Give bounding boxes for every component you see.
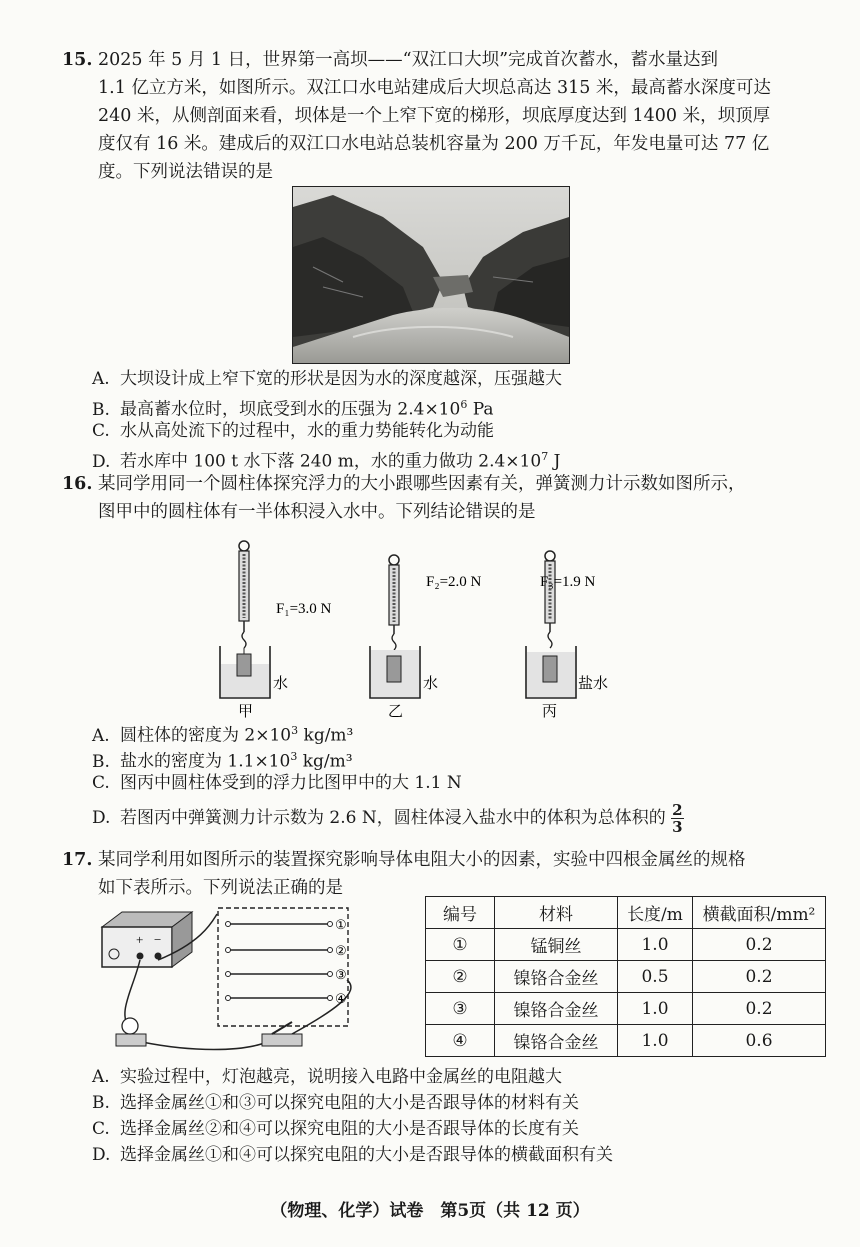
- reading-f1: F₁=3.0 N: [276, 601, 332, 617]
- stem-line: 如下表所示。下列说法正确的是: [98, 878, 343, 898]
- option-b: B. 最高蓄水位时，坝底受到水的压强为 $2.4\times 10^6$ Pa: [92, 398, 494, 420]
- table-row: ④ 镍铬合金丝 1.0 0.6: [426, 1025, 826, 1057]
- stem-line: 1.1 亿立方米，如图所示。双江口水电站建成后大坝总高达 315 米，最高蓄水深度可达: [98, 78, 771, 98]
- question-number: 16.: [62, 474, 93, 494]
- stem-line: 2025 年 5 月 1 日，世界第一高坝——“双江口大坝”完成首次蓄水，蓄水量达到: [98, 50, 719, 70]
- stem-line: 240 米，从侧剖面来看，坝体是一个上窄下宽的梯形，坝底厚度达到 1400 米，坝顶厚: [98, 106, 771, 126]
- option-a: A. 圆柱体的密度为 $2\times 10^3$ kg/m³: [92, 724, 354, 746]
- stem-line: 度。下列说法错误的是: [98, 162, 273, 182]
- question-15: [62, 46, 812, 186]
- wire-label-3: ③: [335, 967, 347, 982]
- reading-f2: F₂=2.0 N: [426, 574, 482, 590]
- power-supply: [102, 912, 192, 967]
- question-17: [62, 846, 812, 902]
- setup-yi: [370, 555, 420, 698]
- stem-line: 某同学用同一个圆柱体探究浮力的大小跟哪些因素有关，弹簧测力计示数如图所示，: [98, 474, 746, 494]
- circuit-figure: [92, 902, 412, 1072]
- plus-terminal-label: +: [136, 932, 144, 947]
- option-c: C. 水从高处流下的过程中，水的重力势能转化为动能: [92, 421, 494, 441]
- page-footer: （物理、化学）试卷 第5页（共 12 页）: [270, 1201, 590, 1221]
- table-header-row: [426, 897, 826, 929]
- stem-line: 某同学利用如图所示的装置探究影响导体电阻大小的因素，实验中四根金属丝的规格: [98, 850, 746, 870]
- wire-label-2: ②: [335, 943, 347, 958]
- wire-spec-table: [425, 896, 826, 1057]
- option-d: D. 若水库中 100 t 水下落 240 m，水的重力做功 $2.4\times 10^7$ J: [92, 450, 561, 472]
- question-number: 15.: [62, 50, 93, 70]
- reading-f3: F₃=1.9 N: [540, 574, 596, 590]
- option-d: D. 选择金属丝①和④可以探究电阻的大小是否跟导体的横截面积有关: [92, 1145, 613, 1165]
- metal-wires: [226, 922, 333, 1001]
- liquid-label-water: 水: [273, 676, 289, 692]
- caption-jia: 甲: [238, 704, 254, 718]
- question-number: 17.: [62, 850, 93, 870]
- dam-reservoir-photo: [292, 186, 570, 364]
- wire-label-1: ①: [335, 917, 347, 932]
- col-header: 长度/m: [618, 897, 693, 929]
- col-header: 材料: [495, 897, 618, 929]
- liquid-label-brine: 盐水: [578, 676, 609, 692]
- option-a: A. 大坝设计成上窄下宽的形状是因为水的深度越深，压强越大: [92, 369, 562, 389]
- question-16: [62, 470, 812, 526]
- option-c: C. 选择金属丝②和④可以探究电阻的大小是否跟导体的长度有关: [92, 1119, 579, 1139]
- stem-line: 图甲中的圆柱体有一半体积浸入水中。下列结论错误的是: [98, 502, 536, 522]
- table-row: ② 镍铬合金丝 0.5 0.2: [426, 961, 826, 993]
- buoyancy-experiment-figure: [200, 538, 640, 718]
- liquid-label-water-2: 水: [423, 676, 439, 692]
- table-row: ③ 镍铬合金丝 1.0 0.2: [426, 993, 826, 1025]
- col-header: 横截面积/mm²: [693, 897, 826, 929]
- col-header: 编号: [426, 897, 495, 929]
- bulb: [116, 1018, 146, 1046]
- setup-jia: [220, 541, 270, 698]
- option-d: D. 若图丙中弹簧测力计示数为 2.6 N，圆柱体浸入盐水中的体积为总体积的 $\frac{2}{3}$: [92, 801, 683, 836]
- caption-yi: 乙: [388, 704, 404, 718]
- table-row: ① 锰铜丝 1.0 0.2: [426, 929, 826, 961]
- caption-bing: 丙: [542, 704, 558, 718]
- option-c: C. 图丙中圆柱体受到的浮力比图甲中的大 1.1 N: [92, 773, 462, 793]
- fraction-two-thirds: $\frac{2}{3}$: [672, 801, 683, 836]
- option-b: B. 选择金属丝①和③可以探究电阻的大小是否跟导体的材料有关: [92, 1093, 579, 1113]
- option-b: B. 盐水的密度为 $1.1\times 10^3$ kg/m³: [92, 750, 353, 772]
- minus-terminal-label: −: [154, 932, 162, 947]
- stem-line: 度仅有 16 米。建成后的双江口水电站总装机容量为 200 万千瓦，年发电量可达 77 亿: [98, 134, 770, 154]
- wire-label-4: ④: [335, 991, 347, 1006]
- option-a: A. 实验过程中，灯泡越亮，说明接入电路中金属丝的电阻越大: [92, 1067, 562, 1087]
